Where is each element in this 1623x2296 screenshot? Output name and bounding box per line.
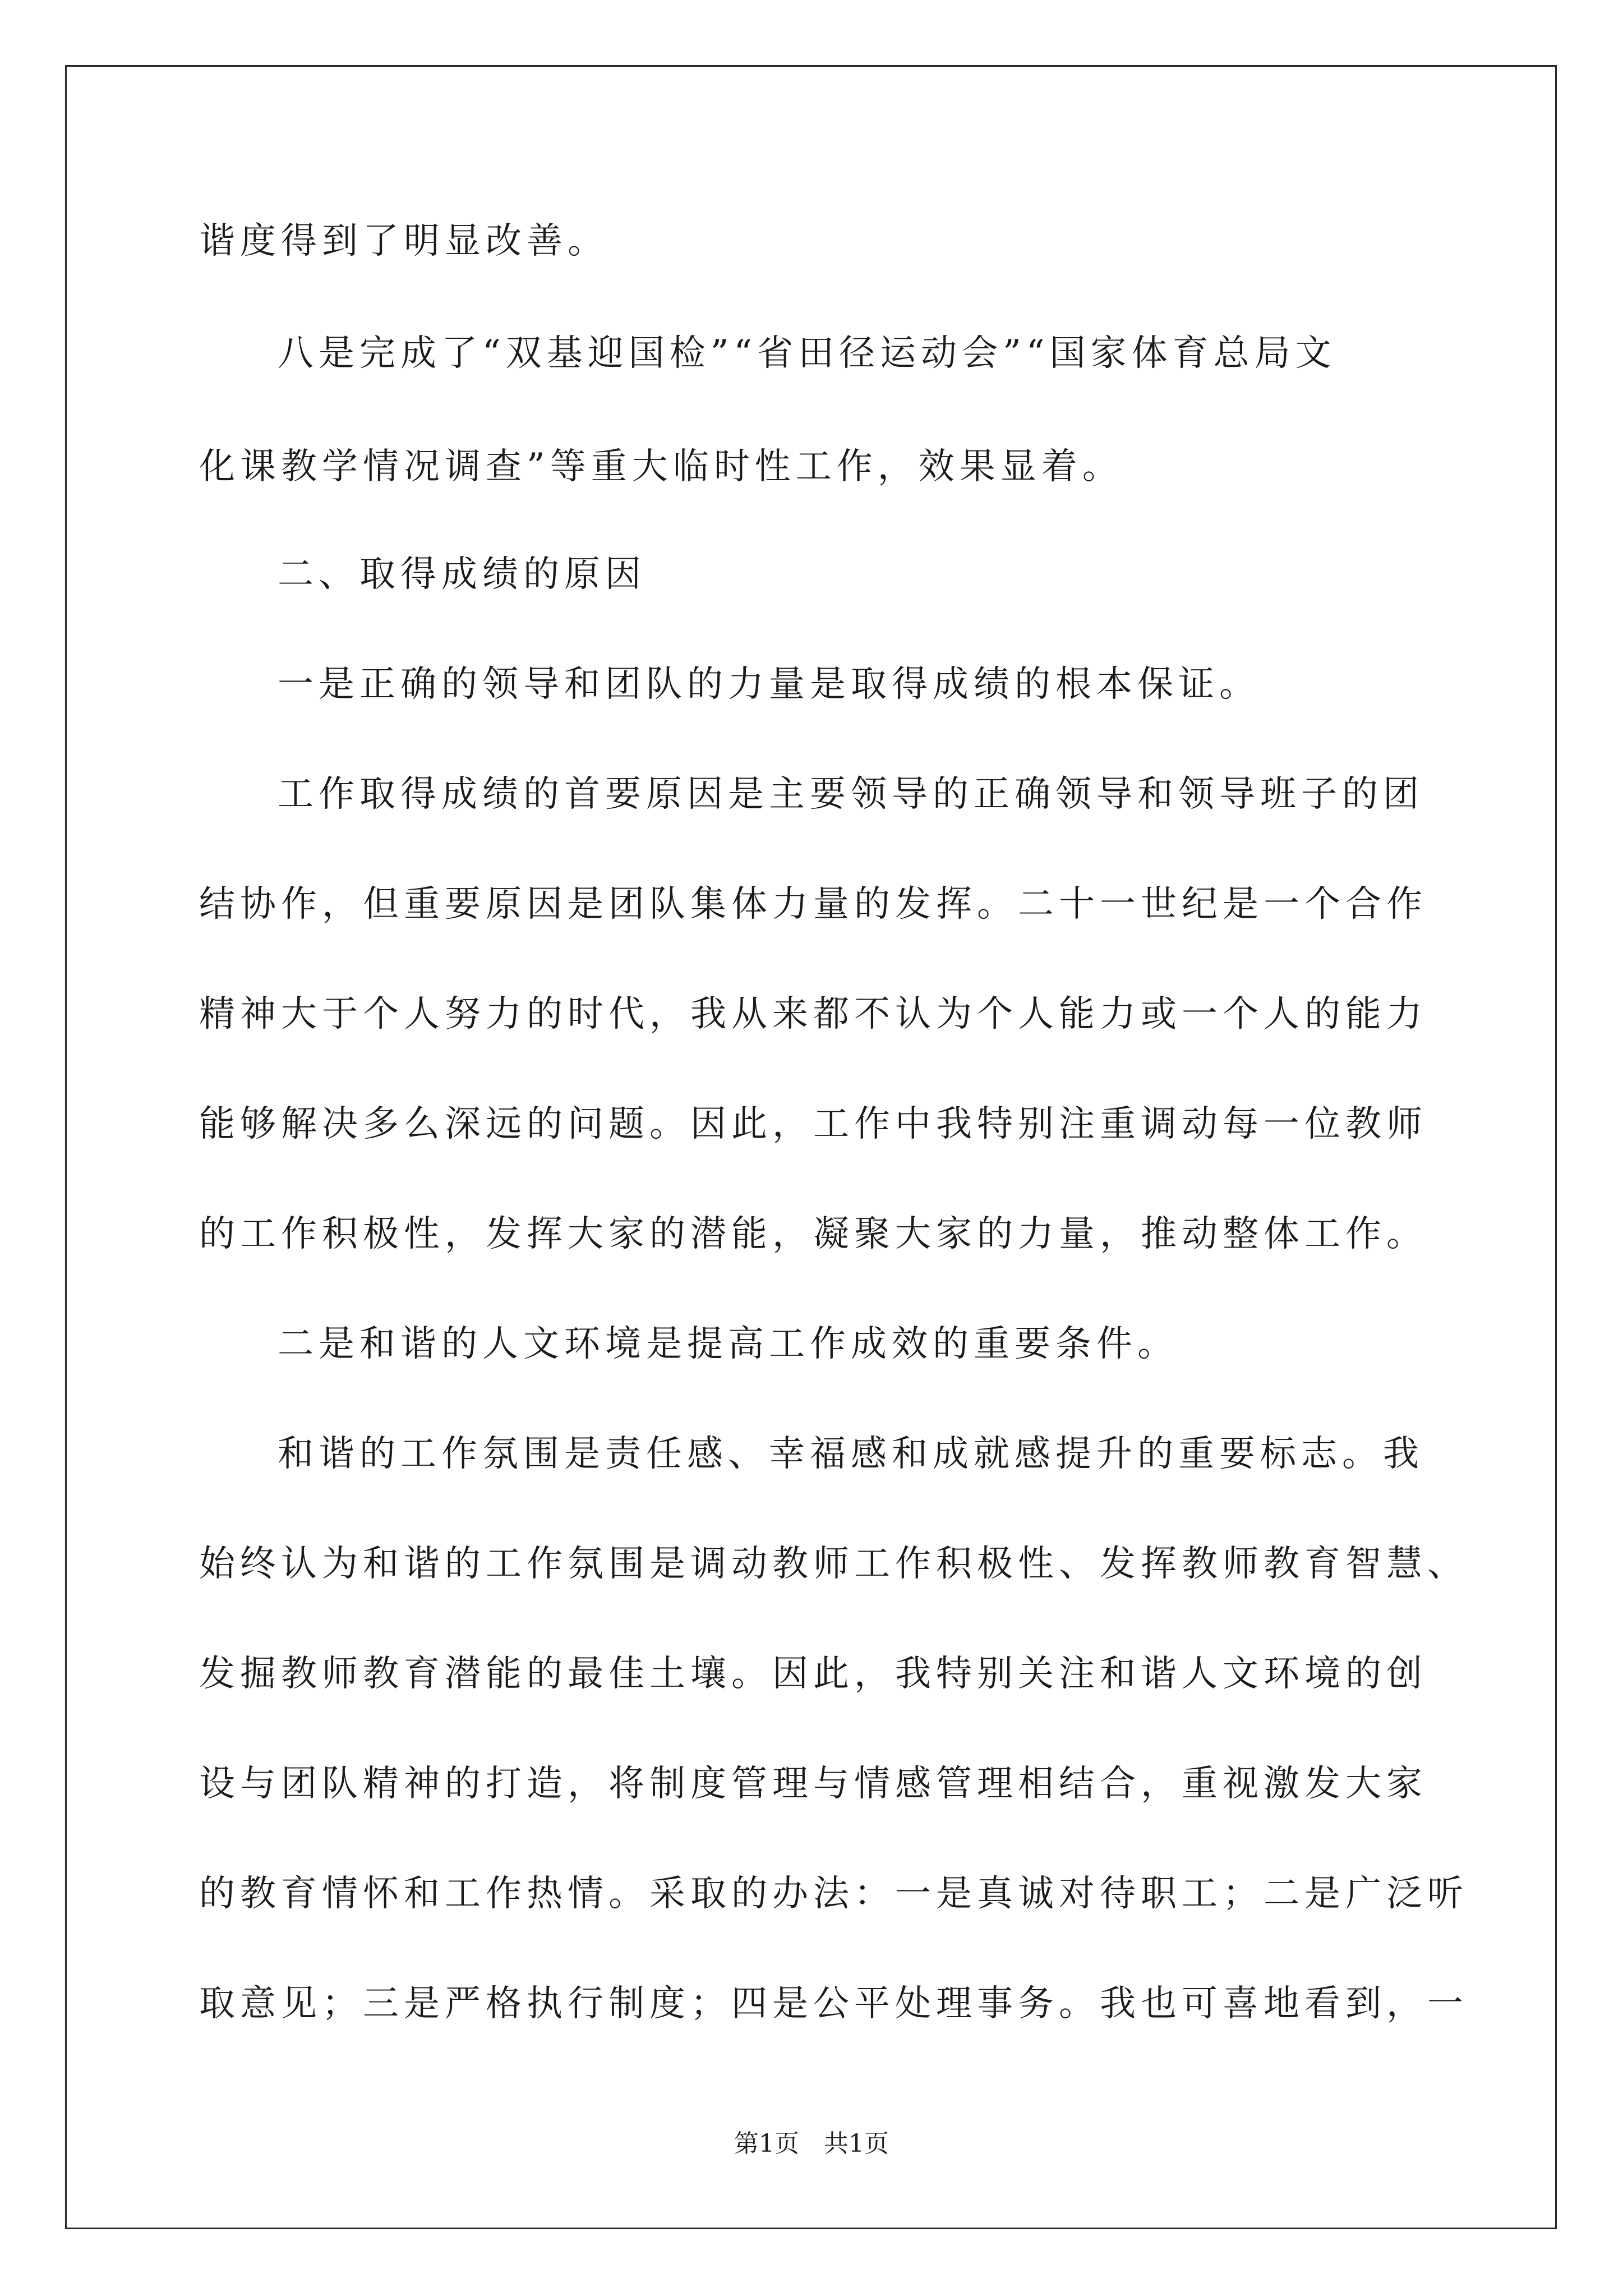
text-line: 发掘教师教育潜能的最佳土壤。因此，我特别关注和谐人文环境的创 xyxy=(199,1653,1427,1695)
text-line: 精神大于个人努力的时代，我从来都不认为个人能力或一个人的能力 xyxy=(199,993,1427,1035)
text-line: 化课教学情况调查”等重大临时性工作，效果显着。 xyxy=(199,446,1123,487)
text-line: 设与团队精神的打造，将制度管理与情感管理相结合，重视激发大家 xyxy=(199,1763,1427,1805)
text-line: 结协作，但重要原因是团队集体力量的发挥。二十一世纪是一个合作 xyxy=(199,884,1427,925)
text-line: 一是正确的领导和团队的力量是取得成绩的根本保证。 xyxy=(278,664,1260,705)
text-line: 二是和谐的人文环境是提高工作成效的重要条件。 xyxy=(278,1323,1178,1365)
section-heading: 二、取得成绩的原因 xyxy=(278,554,646,595)
text-line: 八是完成了“双基迎国检”“省田径运动会”“国家体育总局文 xyxy=(278,333,1336,374)
text-line: 工作取得成绩的首要原因是主要领导的正确领导和领导班子的团 xyxy=(278,774,1424,815)
text-line: 和谐的工作氛围是责任感、幸福感和成就感提升的重要标志。我 xyxy=(278,1433,1424,1475)
page-footer: 第1页 共1页 xyxy=(734,2129,889,2158)
text-line: 的教育情怀和工作热情。采取的办法：一是真诚对待职工；二是广泛听 xyxy=(199,1873,1468,1915)
text-line: 始终认为和谐的工作氛围是调动教师工作积极性、发挥教师教育智慧、 xyxy=(199,1543,1468,1585)
text-line: 的工作积极性，发挥大家的潜能，凝聚大家的力量，推动整体工作。 xyxy=(199,1213,1427,1255)
text-line: 能够解决多么深远的问题。因此，工作中我特别注重调动每一位教师 xyxy=(199,1103,1427,1145)
text-line: 谐度得到了明显改善。 xyxy=(199,220,608,262)
text-line: 取意见；三是严格执行制度；四是公平处理事务。我也可喜地看到，一 xyxy=(199,1983,1468,2024)
